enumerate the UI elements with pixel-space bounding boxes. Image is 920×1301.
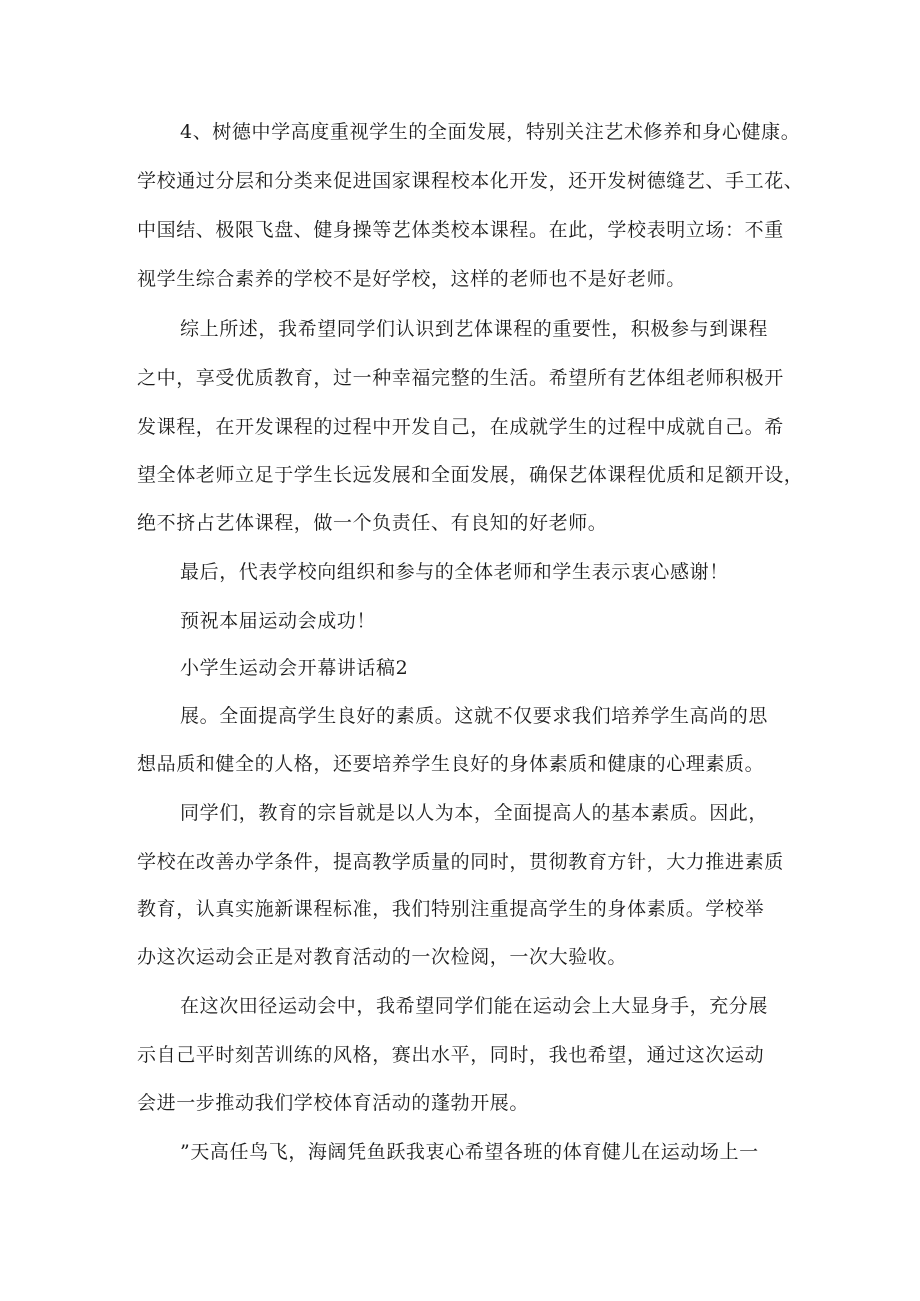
text-line: 视学生综合素养的学校不是好学校，这样的老师也不是好老师。 bbox=[137, 268, 686, 290]
text-line: 绝不挤占艺体课程，做一个负责任、有良知的好老师。 bbox=[137, 512, 608, 534]
text-line: ”天高任鸟飞，海阔凭鱼跃我衷心希望各班的体育健儿在运动场上一 bbox=[180, 1141, 759, 1163]
text-line: 预祝本届运动会成功！ bbox=[180, 610, 377, 632]
text-line: 之中，享受优质教育，过一种幸福完整的生活。希望所有艺体组老师积极开 bbox=[137, 367, 784, 389]
text-line: 办这次运动会正是对教育活动的一次检阅，一次大验收。 bbox=[137, 946, 628, 968]
text-line: 教育，认真实施新课程标准，我们特别注重提高学生的身体素质。学校举 bbox=[137, 898, 765, 920]
section-heading: 小学生运动会开幕讲话稿2 bbox=[180, 657, 409, 679]
text-line: 中国结、极限飞盘、健身操等艺体类校本课程。在此，学校表明立场：不重 bbox=[137, 219, 784, 241]
text-line: 4、树德中学高度重视学生的全面发展，特别关注艺术修养和身心健康。 bbox=[180, 121, 801, 143]
text-line: 发课程，在开发课程的过程中开发自己，在成就学生的过程中成就自己。希 bbox=[137, 416, 784, 438]
text-line: 想品质和健全的人格，还要培养学生良好的身体素质和健康的心理素质。 bbox=[137, 753, 765, 775]
text-line: 综上所述，我希望同学们认识到艺体课程的重要性，积极参与到课程 bbox=[180, 318, 769, 340]
text-line: 学校在改善办学条件，提高教学质量的同时，贯彻教育方针，大力推进素质 bbox=[137, 851, 784, 873]
text-line: 最后，代表学校向组织和参与的全体老师和学生表示衷心感谢！ bbox=[180, 561, 729, 583]
text-line: 同学们，教育的宗旨就是以人为本，全面提高人的基本素质。因此， bbox=[180, 802, 769, 824]
text-line: 示自己平时刻苦训练的风格，赛出水平，同时，我也希望，通过这次运动 bbox=[137, 1044, 765, 1066]
text-line: 展。全面提高学生良好的素质。这就不仅要求我们培养学生高尚的思 bbox=[180, 705, 769, 727]
text-line: 学校通过分层和分类来促进国家课程校本化开发，还开发树德缝艺、手工花、 bbox=[137, 170, 804, 192]
text-line: 会进一步推动我们学校体育活动的蓬勃开展。 bbox=[137, 1092, 530, 1114]
text-line: 望全体老师立足于学生长远发展和全面发展，确保艺体课程优质和足额开设， bbox=[137, 464, 804, 486]
text-line: 在这次田径运动会中，我希望同学们能在运动会上大显身手，充分展 bbox=[180, 995, 769, 1017]
